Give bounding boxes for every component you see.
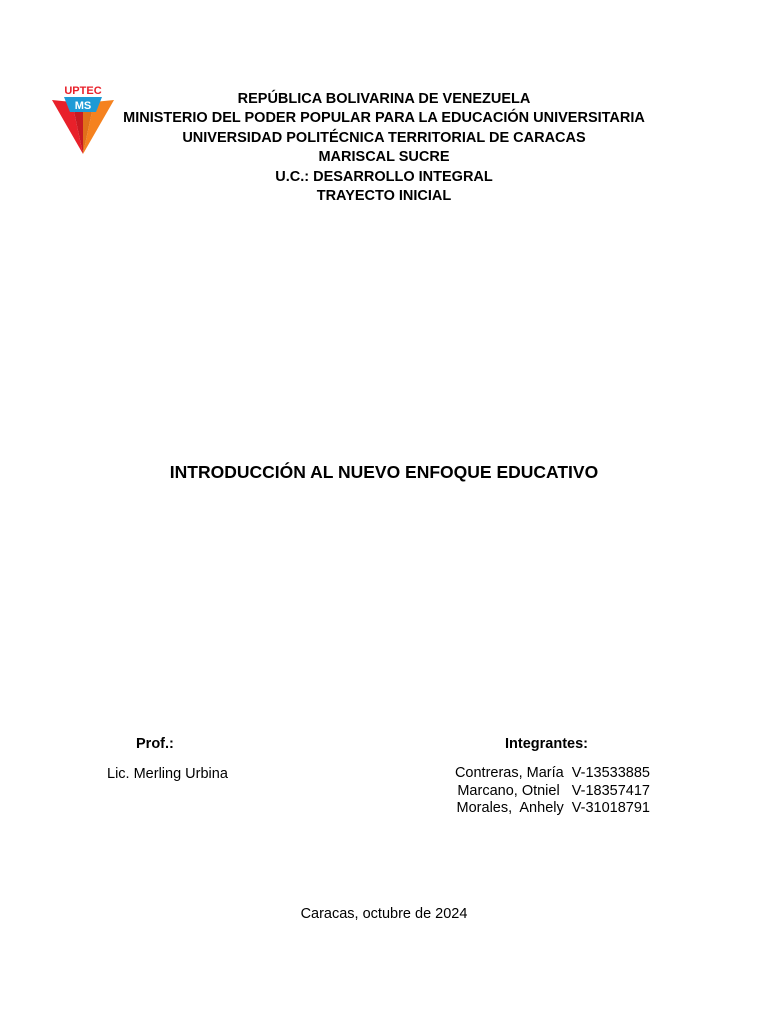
members-heading: Integrantes: — [505, 736, 588, 752]
logo-text-ms: MS — [74, 100, 92, 112]
header-line-course: U.C.: DESARROLLO INTEGRAL — [275, 168, 493, 185]
document-title: INTRODUCCIÓN AL NUEVO ENFOQUE EDUCATIVO — [169, 462, 599, 482]
member-item: Marcano, Otniel V-18357417 — [457, 782, 650, 799]
logo-text-uptec: UPTEC — [64, 85, 102, 97]
header-line-campus: MARISCAL SUCRE — [318, 149, 450, 166]
member-item: Morales, Anhely V-31018791 — [456, 800, 650, 817]
place-and-date: Caracas, octubre de 2024 — [300, 906, 468, 922]
header-line-university: UNIVERSIDAD POLITÉCNICA TERRITORIAL DE CARACAS — [182, 129, 586, 146]
header-line-republic: REPÚBLICA BOLIVARINA DE VENEZUELA — [237, 91, 531, 107]
professor-name: Lic. Merling Urbina — [107, 766, 228, 782]
members-list — [418, 765, 650, 818]
header-line-trajectory: TRAYECTO INICIAL — [316, 188, 452, 205]
header-line-ministry: MINISTERIO DEL PODER POPULAR PARA LA EDUCACIÓN UNIVERSITARIA — [123, 110, 645, 127]
member-item: Contreras, María V-13533885 — [454, 765, 650, 781]
institution-header — [0, 90, 768, 206]
professor-heading: Prof.: — [136, 736, 174, 752]
